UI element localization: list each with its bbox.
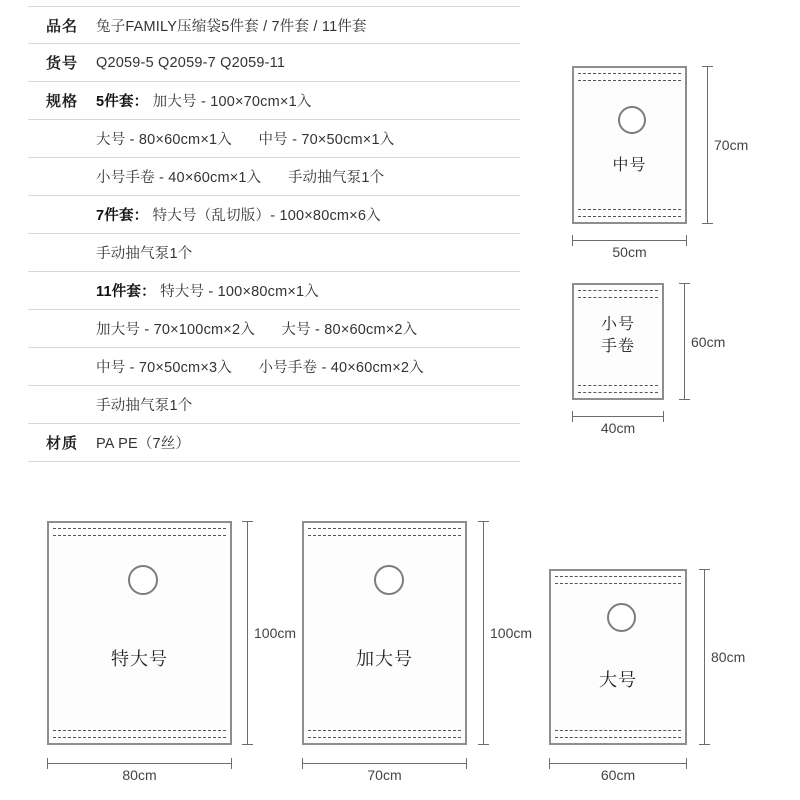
table-row [28,234,520,272]
table-row [28,386,520,424]
bag-seal-bottom-icon [308,730,461,738]
table-row [28,424,520,462]
dimension-cap-icon [47,758,48,769]
dimension-cap-icon [302,758,303,769]
bag-seal-icon [555,576,681,584]
bag-seal-bottom-icon [578,385,658,393]
dimension-cap-icon [686,235,687,246]
row-value [90,90,520,111]
small-roll-bag-illustration [572,283,664,400]
dimension-label: 100cm [254,625,297,641]
row-value [90,318,520,339]
dimension-line [483,521,484,745]
row-value-text: 兔子FAMILY压缩袋5件套 / 7件套 / 11件套 [96,18,367,35]
dimension-label: 80cm [122,767,157,783]
row-value [90,15,520,36]
table-row [28,44,520,82]
bag-seal-bottom-icon [578,209,681,217]
bag-label: 中号 [612,157,647,174]
dimension-label: 60cm [600,767,636,783]
dimension-cap-icon [242,744,253,745]
dimension-cap-icon [663,411,664,422]
dimension-label: 70cm [714,137,749,153]
row-value [90,356,520,377]
row-value-text: 中号 - 70×50cm×1入 [258,132,395,148]
dimension-cap-icon [478,744,489,745]
row-value [90,55,520,71]
specification-table [28,6,520,462]
row-value [90,166,520,187]
bag-seal-icon [308,528,461,536]
bag-seal-icon [578,290,658,298]
dimension-label: 50cm [612,244,647,260]
dimension-cap-icon [679,283,690,284]
row-value-text: 大号 - 80×60cm×2入 [281,322,418,338]
row-value-text: 手动抽气泵1个 [287,170,385,186]
valve-icon [607,603,636,632]
dimension-cap-icon [699,744,710,745]
table-row [28,82,520,120]
dimension-line [572,240,687,241]
dimension-cap-icon [702,223,713,224]
set-name: 5件套： [96,94,149,110]
bag-label: 特大号 [111,649,168,669]
bag-seal-bottom-icon [555,730,681,738]
bag-seal-icon [578,73,681,81]
dimension-line [572,416,664,417]
plus-large-bag-width-dimension [302,757,467,783]
bag-label-line1: 小号 [600,316,635,333]
extra-large-bag-width-dimension [47,757,232,783]
dimension-cap-icon [679,399,690,400]
row-value-text: 中号 - 70×50cm×3入 [96,360,232,376]
row-value-text: Q2059-5 Q2059-7 Q2059-11 [96,54,286,71]
small-roll-bag-width-dimension [572,410,664,436]
bag-label-line2: 手卷 [600,338,635,355]
dimension-cap-icon [699,569,710,570]
table-row [28,196,520,234]
dimension-cap-icon [466,758,467,769]
dimension-cap-icon [231,758,232,769]
row-label: 材质 [46,435,79,452]
dimension-cap-icon [242,521,253,522]
valve-icon [618,106,646,134]
row-value-text: 小号手卷 - 40×60cm×1入 [96,170,262,186]
row-label: 货号 [46,55,79,72]
table-row [28,120,520,158]
table-row [28,272,520,310]
bag-label: 大号 [599,670,637,690]
row-value [90,394,520,415]
dimension-cap-icon [549,758,550,769]
table-row [28,6,520,44]
medium-bag-height-dimension [700,66,749,224]
row-label: 规格 [46,93,79,110]
row-value-text: PA PE（7丝） [96,436,191,452]
dimension-line [707,66,708,224]
row-value [90,242,520,263]
large-bag-height-dimension [697,569,746,745]
small-roll-bag-height-dimension [677,283,726,400]
row-value [90,280,520,301]
set-name: 11件套： [96,284,156,300]
row-value-text: 手动抽气泵1个 [96,398,193,414]
valve-icon [374,565,404,595]
extra-large-bag-height-dimension [240,521,297,745]
large-bag-illustration [549,569,687,745]
row-value-text: 加大号 - 100×70cm×1入 [152,94,312,110]
dimension-label: 80cm [711,649,746,665]
table-row [28,158,520,196]
table-row [28,310,520,348]
bag-seal-bottom-icon [53,730,226,738]
row-value [90,204,520,225]
dimension-line [247,521,248,745]
dimension-label: 70cm [367,767,402,783]
dimension-cap-icon [572,235,573,246]
dimension-label: 40cm [600,420,636,436]
dimension-line [47,763,232,764]
plus-large-bag-height-dimension [476,521,533,745]
bag-seal-icon [53,528,226,536]
set-name: 7件套： [96,208,149,224]
dimension-line [704,569,705,745]
extra-large-bag-illustration [47,521,232,745]
bag-label: 加大号 [356,649,413,669]
medium-bag-width-dimension [572,234,687,260]
row-value-text: 手动抽气泵1个 [96,246,193,262]
large-bag-width-dimension [549,757,687,783]
table-row [28,348,520,386]
row-value-text: 加大号 - 70×100cm×2入 [96,322,255,338]
dimension-cap-icon [572,411,573,422]
dimension-cap-icon [686,758,687,769]
row-value [90,128,520,149]
row-value-text: 大号 - 80×60cm×1入 [96,132,232,148]
medium-bag-illustration [572,66,687,224]
dimension-label: 100cm [490,625,533,641]
dimension-label: 60cm [691,333,726,350]
row-value-text: 小号手卷 - 40×60cm×2入 [258,360,424,376]
dimension-line [549,763,687,764]
row-value [90,432,520,453]
valve-icon [128,565,158,595]
dimension-cap-icon [478,521,489,522]
row-value-text: 特大号（乱切版）- 100×80cm×6入 [152,208,381,224]
plus-large-bag-illustration [302,521,467,745]
row-label: 品名 [46,17,79,35]
row-value-text: 特大号 - 100×80cm×1入 [160,284,319,300]
dimension-line [302,763,467,764]
dimension-cap-icon [702,66,713,67]
dimension-line [684,283,685,400]
